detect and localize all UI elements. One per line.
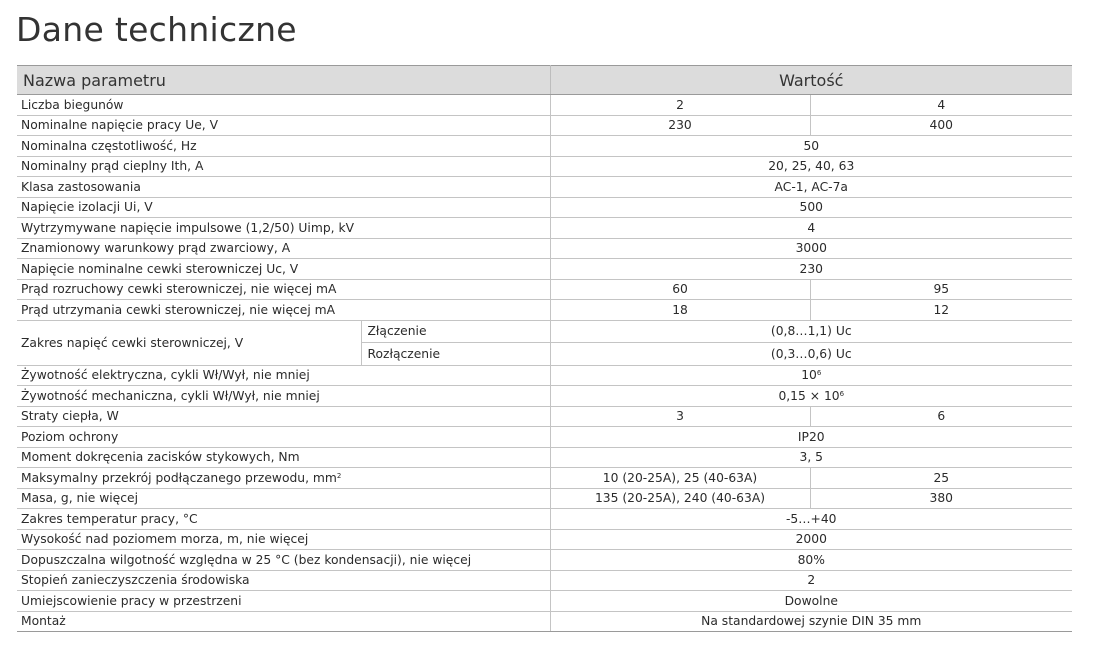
table-row xyxy=(17,95,1072,116)
param-value: 50 xyxy=(550,136,1072,157)
param-value-1: 2 xyxy=(550,95,810,116)
name-base: Maksymalny przekrój podłączanego przewodu, mm xyxy=(21,470,337,485)
table-row xyxy=(17,218,1072,239)
table-row xyxy=(17,488,1072,509)
table-row xyxy=(17,427,1072,448)
param-name: Moment dokręcenia zacisków stykowych, Nm xyxy=(17,447,550,468)
param-value: 4 xyxy=(550,218,1072,239)
table-row xyxy=(17,259,1072,280)
param-value: Dowolne xyxy=(550,591,1072,612)
table-row xyxy=(17,509,1072,530)
table-row xyxy=(17,300,1072,321)
value-exponent: 6 xyxy=(816,369,822,378)
table-row xyxy=(17,115,1072,136)
param-name: Napięcie nominalne cewki sterowniczej Uc, V xyxy=(17,259,550,280)
param-value: (0,8…1,1) Uc xyxy=(550,320,1072,343)
table-header-row xyxy=(17,66,1072,95)
param-name: Umiejscowienie pracy w przestrzeni xyxy=(17,591,550,612)
param-value-1: 135 (20-25A), 240 (40-63A) xyxy=(550,488,810,509)
table-row xyxy=(17,156,1072,177)
param-name: Żywotność elektryczna, cykli Wł/Wył, nie mniej xyxy=(17,365,550,386)
param-name xyxy=(17,468,550,489)
param-value-2: 4 xyxy=(810,95,1072,116)
param-value: 3000 xyxy=(550,238,1072,259)
param-name: Zakres temperatur pracy, °C xyxy=(17,509,550,530)
param-value-2: 95 xyxy=(810,279,1072,300)
param-value-1: 3 xyxy=(550,406,810,427)
param-name: Wytrzymywane napięcie impulsowe (1,2/50) Uimp, kV xyxy=(17,218,550,239)
table-row xyxy=(17,197,1072,218)
param-value-2: 400 xyxy=(810,115,1072,136)
param-name: Stopień zanieczyszczenia środowiska xyxy=(17,570,550,591)
header-parameter-name: Nazwa parametru xyxy=(17,66,550,95)
param-value xyxy=(550,365,1072,386)
param-value: (0,3…0,6) Uc xyxy=(550,343,1072,366)
param-value: 2000 xyxy=(550,529,1072,550)
param-value-1: 18 xyxy=(550,300,810,321)
param-name: Żywotność mechaniczna, cykli Wł/Wył, nie mniej xyxy=(17,386,550,407)
param-name: Dopuszczalna wilgotność względna w 25 °C (bez kondensacji), nie więcej xyxy=(17,550,550,571)
param-name: Nominalny prąd cieplny Ith, A xyxy=(17,156,550,177)
param-name: Masa, g, nie więcej xyxy=(17,488,550,509)
sub-param-name: Złączenie xyxy=(361,320,550,343)
param-name: Nominalne napięcie pracy Ue, V xyxy=(17,115,550,136)
param-name: Poziom ochrony xyxy=(17,427,550,448)
param-value xyxy=(550,386,1072,407)
param-value-2: 12 xyxy=(810,300,1072,321)
table-row xyxy=(17,279,1072,300)
table-row xyxy=(17,238,1072,259)
param-name: Nominalna częstotliwość, Hz xyxy=(17,136,550,157)
param-value-2: 25 xyxy=(810,468,1072,489)
param-value: IP20 xyxy=(550,427,1072,448)
param-value: -5…+40 xyxy=(550,509,1072,530)
table-row xyxy=(17,136,1072,157)
param-name: Wysokość nad poziomem morza, m, nie więcej xyxy=(17,529,550,550)
param-value: 500 xyxy=(550,197,1072,218)
table-row xyxy=(17,320,1072,343)
param-value: 2 xyxy=(550,570,1072,591)
param-name: Zakres napięć cewki sterowniczej, V xyxy=(17,320,361,365)
param-name: Montaż xyxy=(17,611,550,632)
param-value-1: 60 xyxy=(550,279,810,300)
sub-param-name: Rozłączenie xyxy=(361,343,550,366)
param-value: Na standardowej szynie DIN 35 mm xyxy=(550,611,1072,632)
table-row xyxy=(17,406,1072,427)
param-name: Znamionowy warunkowy prąd zwarciowy, A xyxy=(17,238,550,259)
table-row xyxy=(17,591,1072,612)
name-exponent: 2 xyxy=(336,471,342,480)
param-value: 3, 5 xyxy=(550,447,1072,468)
param-name: Napięcie izolacji Ui, V xyxy=(17,197,550,218)
param-value: 230 xyxy=(550,259,1072,280)
table-row xyxy=(17,529,1072,550)
param-name: Prąd utrzymania cewki sterowniczej, nie więcej mA xyxy=(17,300,550,321)
table-row xyxy=(17,177,1072,198)
param-value: AC-1, AC-7a xyxy=(550,177,1072,198)
param-name: Prąd rozruchowy cewki sterowniczej, nie więcej mA xyxy=(17,279,550,300)
value-base: 10 xyxy=(801,368,817,383)
value-base: 0,15 × 10 xyxy=(778,388,840,403)
header-value: Wartość xyxy=(550,66,1072,95)
table-row xyxy=(17,550,1072,571)
param-value: 80% xyxy=(550,550,1072,571)
value-exponent: 6 xyxy=(839,389,845,398)
tech-spec-table xyxy=(17,65,1072,632)
table-row xyxy=(17,570,1072,591)
param-value-1: 230 xyxy=(550,115,810,136)
param-name: Liczba biegunów xyxy=(17,95,550,116)
param-name: Straty ciepła, W xyxy=(17,406,550,427)
table-row xyxy=(17,447,1072,468)
param-value: 20, 25, 40, 63 xyxy=(550,156,1072,177)
param-name: Klasa zastosowania xyxy=(17,177,550,198)
table-row xyxy=(17,386,1072,407)
page-title: Dane techniczne xyxy=(16,10,297,49)
param-value-2: 6 xyxy=(810,406,1072,427)
param-value-1: 10 (20-25A), 25 (40-63A) xyxy=(550,468,810,489)
table-row xyxy=(17,611,1072,632)
table-row xyxy=(17,365,1072,386)
param-value-2: 380 xyxy=(810,488,1072,509)
table-row xyxy=(17,468,1072,489)
